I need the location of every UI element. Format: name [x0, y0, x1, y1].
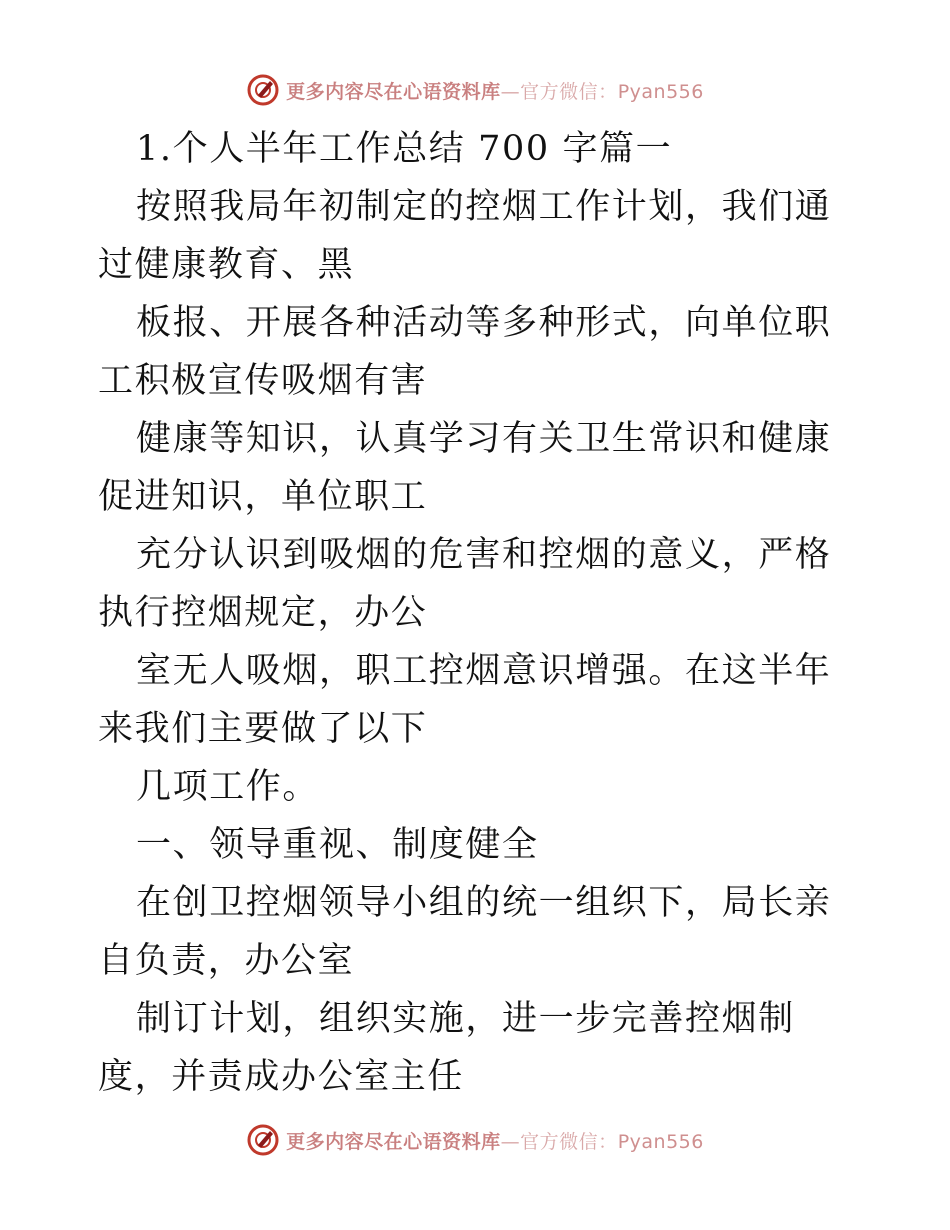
paragraph: 室无人吸烟，职工控烟意识增强。在这半年来我们主要做了以下 [98, 651, 832, 749]
watermark-footer [0, 1120, 950, 1160]
paragraph: 按照我局年初制定的控烟工作计划，我们通过健康教育、黑 [98, 187, 832, 285]
paragraph: 在创卫控烟领导小组的统一组织下，局长亲自负责，办公室 [98, 883, 832, 981]
watermark-official: 官方微信： [520, 80, 618, 103]
paragraph: 制订计划，组织实施，进一步完善控烟制度，并责成办公室主任 [98, 999, 795, 1097]
paragraph: 板报、开展各种活动等多种形式，向单位职工积极宣传吸烟有害 [98, 303, 832, 401]
watermark-text [286, 1127, 704, 1154]
paragraph: 充分认识到吸烟的危害和控烟的意义，严格执行控烟规定，办公 [98, 535, 832, 633]
logo-icon [246, 73, 280, 107]
watermark-brand: 更多内容尽在心语资料库 [286, 1130, 501, 1153]
section-heading: 一、领导重视、制度健全 [136, 825, 539, 865]
document-body [0, 120, 950, 1106]
watermark-account: Pyan556 [617, 80, 704, 103]
watermark-account: Pyan556 [617, 1130, 704, 1153]
logo-icon [246, 1123, 280, 1157]
watermark-separator: — [500, 1130, 521, 1153]
watermark-brand: 更多内容尽在心语资料库 [286, 80, 501, 103]
paragraph: 几项工作。 [136, 767, 320, 807]
watermark-separator: — [500, 80, 521, 103]
paragraph: 健康等知识，认真学习有关卫生常识和健康促进知识，单位职工 [98, 419, 832, 517]
watermark-official: 官方微信： [520, 1130, 618, 1153]
document-title: 1.个人半年工作总结 700 字篇一 [136, 129, 673, 169]
watermark-text [286, 77, 704, 104]
watermark-header [0, 70, 950, 110]
